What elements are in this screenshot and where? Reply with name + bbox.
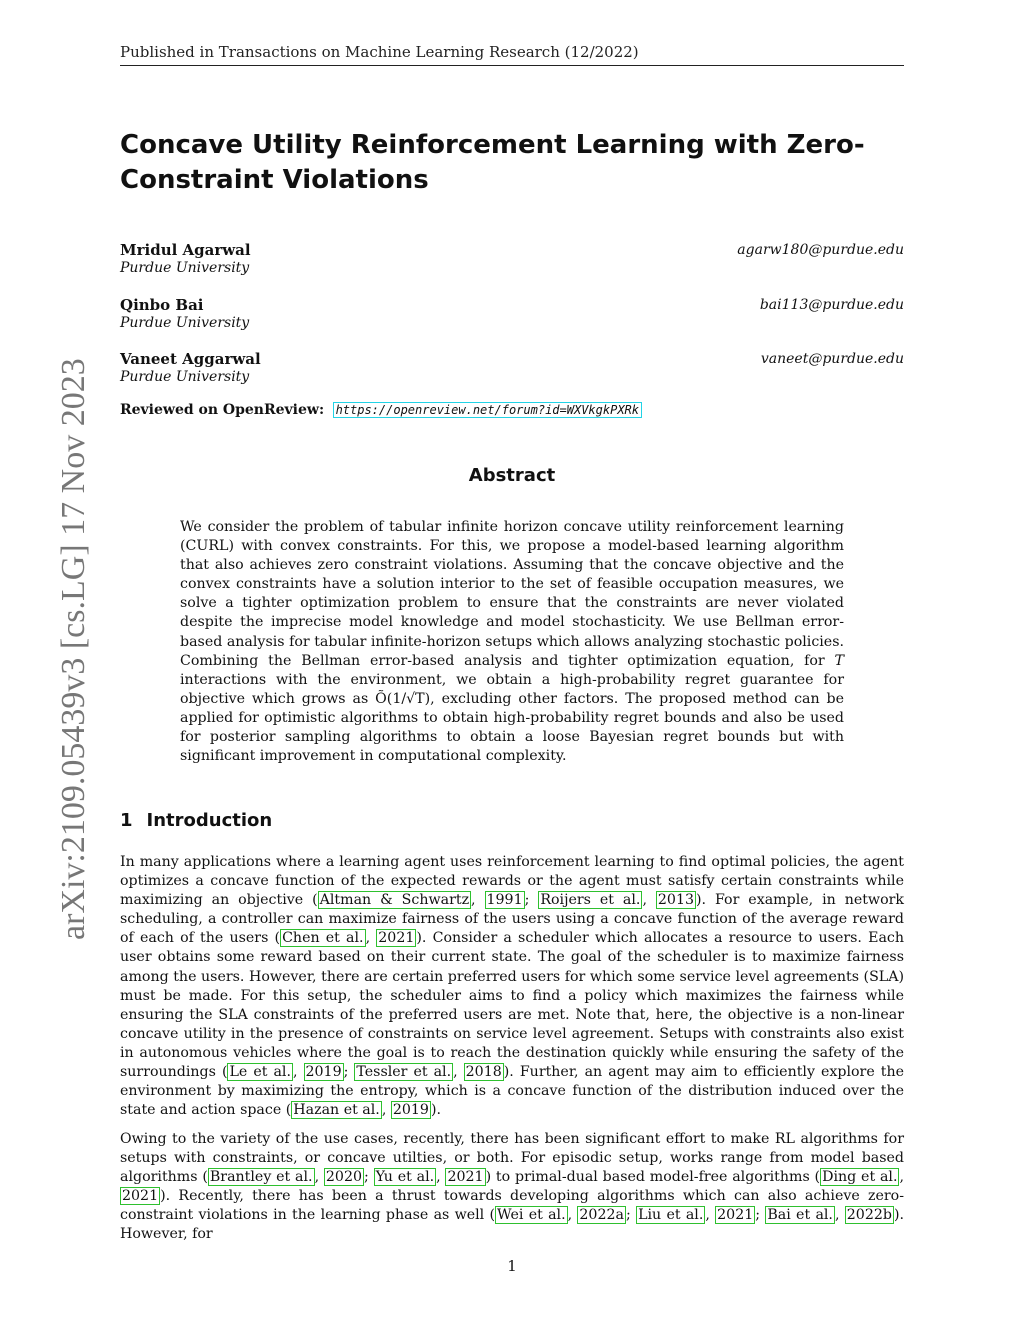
citation-link[interactable]: 2022b bbox=[846, 1207, 892, 1224]
paragraph-text: ) to primal-dual based model-free algorithms ( bbox=[485, 1169, 821, 1186]
intro-paragraph: In many applications where a learning agent uses reinforcement learning to find optimal policies, the agent optimizes a concave function of the expected rewards or the agent must satisfy certain constraints while maximizing an objective ( Altman & Schwartz , 1991 ; Roijers et al. , 2013 ). For example, in network scheduling, a controller can maximize fairness of the users using a concave function of the average reward of each of the users ( Chen et al. , 2021 ). Consider a scheduler which allocates a resource to users. Each user obtains some reward based on their current state. The goal of the scheduler is to maximize fairness among the users. However, there are certain preferred users for which some service level agreements (SLA) must be made. For this setup, the scheduler aims to find a policy which maximizes the fairness while ensuring the SLA constraints of the preferred users are met. Note that, here, the objective is a non-linear concave utility in the presence of constraints on service level agreement. Setups with constraints also exist in autonomous vehicles where the goal is to reach the destination quickly while ensuring the safety of the surroundings ( Le et al. , 2019 ; Tessler et al. , 2018 ). Further, an agent may aim to efficiently explore the environment by maximizing the entropy, which is a concave function of the distribution induced over the state and action space ( Hazan et al. , 2019 ). bbox=[120, 854, 905, 1119]
page-number: 1 bbox=[507, 1257, 517, 1275]
author-name: Qinbo Bai bbox=[120, 296, 204, 314]
review-label: Reviewed on OpenReview: bbox=[120, 402, 325, 418]
paragraph-text: ). However, for bbox=[120, 1207, 905, 1243]
paragraph-text: In many applications where a learning agent uses reinforcement learning to find optimal policies, the agent optimizes a concave function of the expected rewards or the agent must satisfy certain constraints while maximizing an objective ( bbox=[120, 854, 904, 909]
author-block bbox=[120, 241, 904, 277]
citation-link[interactable]: 2019 bbox=[392, 1102, 429, 1119]
review-line bbox=[120, 402, 642, 418]
arxiv-side-stamp: arXiv:2109.05439v3 [cs.LG] 17 Nov 2023 bbox=[55, 358, 92, 940]
openreview-link[interactable]: https://openreview.net/forum?id=WXVkgkPXRk bbox=[333, 402, 642, 418]
citation-link[interactable]: Hazan et al. bbox=[293, 1102, 380, 1119]
author-affiliation: Purdue University bbox=[120, 369, 250, 385]
citation-link[interactable]: 1991 bbox=[486, 892, 523, 909]
author-name: Vaneet Aggarwal bbox=[120, 350, 261, 368]
citation-link[interactable]: Altman & Schwartz bbox=[319, 892, 470, 909]
citation-link[interactable]: Chen et al. bbox=[282, 930, 364, 947]
author-email[interactable]: agarw180@purdue.edu bbox=[737, 242, 904, 258]
citation-link[interactable]: 2020 bbox=[325, 1169, 363, 1186]
author-affiliation: Purdue University bbox=[120, 315, 250, 331]
citation-link[interactable]: Bai et al. bbox=[767, 1207, 833, 1224]
paragraph-text: ). Recently, there has been a thrust towards developing algorithms which can also achieve zero-constraint violations in the learning phase as well ( bbox=[120, 1188, 904, 1224]
citation-link[interactable]: Liu et al. bbox=[638, 1207, 704, 1224]
citation-link[interactable]: Ding et al. bbox=[822, 1169, 898, 1186]
author-affiliation: Purdue University bbox=[120, 260, 250, 276]
paragraph-text: ). Consider a scheduler which allocates a resource to users. Each user obtains some reward based on their current state. The goal of the scheduler is to maximize fairness among the users. However, there are certain preferred users for which some service level agreements (SLA) must be made. For this setup, the scheduler aims to find a policy which maximizes the fairness while ensuring the SLA constraints of the preferred users are met. Note that, here, the objective is a non-linear concave utility in the presence of constraints on service level agreement. Setups with constraints also exist in autonomous vehicles where the goal is to reach the destination quickly while ensuring the safety of the surroundings ( bbox=[120, 930, 905, 1081]
header-rule bbox=[120, 65, 904, 66]
citation-link[interactable]: 2013 bbox=[657, 892, 694, 909]
citation-link[interactable]: 2021 bbox=[717, 1207, 754, 1224]
section-number: 1 bbox=[120, 810, 133, 831]
paragraph-text: Owing to the variety of the use cases, recently, there has been significant effort to make RL algorithms for setups with constraints, or concave utilties, or both. For episodic setup, works range from model based algorithms ( bbox=[120, 1131, 904, 1186]
citation-link[interactable]: 2021 bbox=[122, 1188, 159, 1205]
citation-link[interactable]: 2018 bbox=[465, 1064, 502, 1081]
section-heading bbox=[120, 810, 272, 831]
citation-link[interactable]: Roijers et al. bbox=[540, 892, 641, 909]
math-variable: T bbox=[834, 652, 844, 669]
running-header: Published in Transactions on Machine Learning Research (12/2022) bbox=[120, 43, 639, 61]
author-block bbox=[120, 350, 904, 386]
section-title: Introduction bbox=[146, 810, 273, 831]
citation-link[interactable]: Yu et al. bbox=[375, 1169, 435, 1186]
citation-link[interactable]: Tessler et al. bbox=[356, 1064, 452, 1081]
abstract-body bbox=[180, 518, 844, 766]
citation-link[interactable]: 2021 bbox=[447, 1169, 484, 1186]
abstract-text: We consider the problem of tabular infinite horizon concave utility reinforcement learning (CURL) with convex constraints. For this, we propose a model-based learning algorithm that also achieves zero constraint violations. Assuming that the concave objective and the convex constraints have a solution interior to the set of feasible occupation measures, we solve a tighter optimization problem to ensure that the constraints are never violated despite the imprecise model knowledge and model stochasticity. We use Bellman error-based analysis for tabular infinite-horizon setups which allows analyzing stochastic policies. Combining the Bellman error-based analysis and tighter optimization equation, for bbox=[180, 519, 844, 669]
paragraph-text: ). bbox=[430, 1102, 441, 1119]
citation-link[interactable]: Brantley et al. bbox=[209, 1169, 313, 1186]
author-email[interactable]: bai113@purdue.edu bbox=[759, 297, 904, 313]
citation-link[interactable]: 2021 bbox=[378, 930, 415, 947]
paragraph-text: ). Further, an agent may aim to efficiently explore the environment by maximizing the entropy, which is a concave function of the distribution induced over the state and action space ( bbox=[120, 1064, 904, 1119]
math-expression: Õ(1/√T) bbox=[375, 690, 431, 707]
abstract-text: , excluding other factors. The proposed method can be applied for optimistic algorithms to obtain high-probability regret bounds and also be used for posterior sampling algorithms to obtain a loose Bayesian regret bounds but with significant improvement in computational complexity. bbox=[180, 690, 845, 765]
citation-link[interactable]: 2019 bbox=[305, 1064, 342, 1081]
abstract-heading: Abstract bbox=[468, 465, 556, 486]
paragraph-text: ). For example, in network scheduling, a controller can maximize fairness of the users using a concave function of the average reward of each of the users ( bbox=[120, 892, 904, 947]
citation-link[interactable]: Le et al. bbox=[229, 1064, 291, 1081]
author-block bbox=[120, 296, 904, 332]
author-email[interactable]: vaneet@purdue.edu bbox=[760, 351, 904, 367]
paper-title: Concave Utility Reinforcement Learning with Zero-Constraint Violations bbox=[120, 130, 865, 195]
author-name: Mridul Agarwal bbox=[120, 241, 251, 259]
citation-link[interactable]: 2022a bbox=[579, 1207, 624, 1224]
intro-paragraph: Owing to the variety of the use cases, recently, there has been significant effort to make RL algorithms for setups with constraints, or concave utilties, or both. For episodic setup, works range from model based algorithms ( Brantley et al. , 2020 ; Yu et al. , 2021 ) to primal-dual based model-free algorithms ( Ding et al. , 2021 ). Recently, there has been a thrust towards developing algorithms which can also achieve zero-constraint violations in the learning phase as well ( Wei et al. , 2022a ; Liu et al. , 2021 ; Bai et al. , 2022b ). However, for bbox=[120, 1131, 905, 1243]
abstract-text: interactions with the environment, we obtain a high-probability regret guarantee for objective which grows as bbox=[180, 671, 844, 707]
citation-link[interactable]: Wei et al. bbox=[497, 1207, 566, 1224]
